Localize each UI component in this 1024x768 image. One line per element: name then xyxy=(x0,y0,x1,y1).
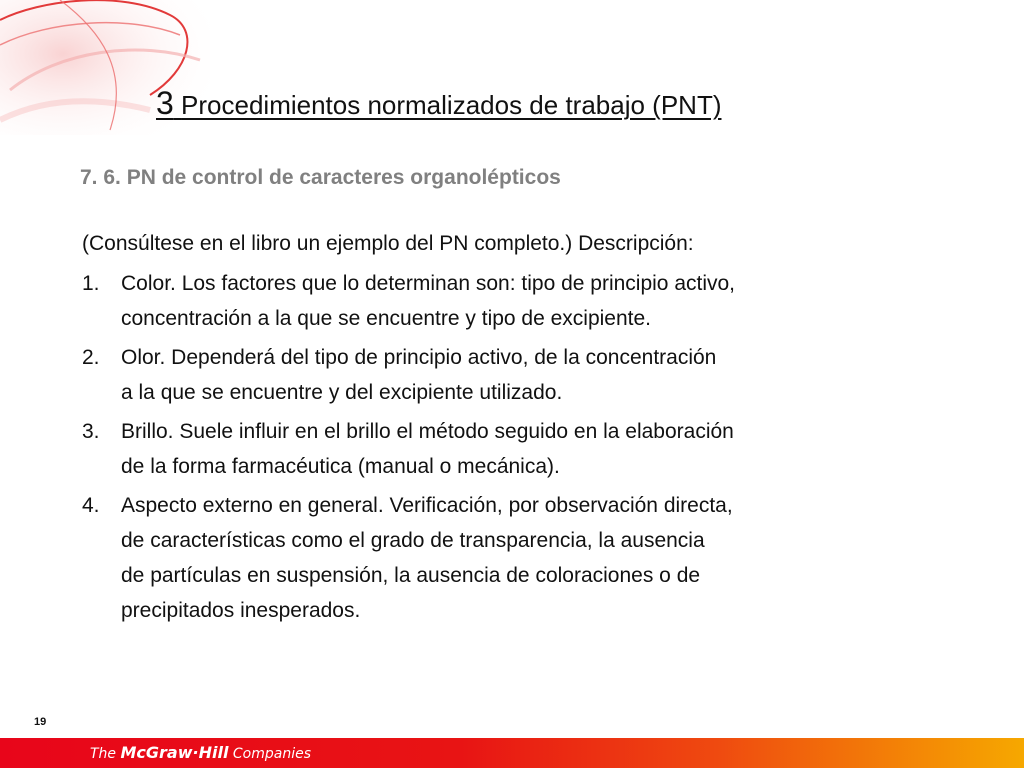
publisher-logo xyxy=(90,744,311,763)
list-item-line: de la forma farmacéutica (manual o mecánica). xyxy=(121,455,560,478)
list-item-number: 3. xyxy=(82,420,100,443)
list-item-line: a la que se encuentre y del excipiente utilizado. xyxy=(121,381,563,404)
list-item-line: Color. Los factores que lo determinan son: tipo de principio activo, xyxy=(121,272,736,295)
logo-prefix: The xyxy=(90,746,117,762)
list-item-line: de características como el grado de transparencia, la ausencia xyxy=(121,529,705,552)
list-item xyxy=(82,266,902,336)
list-item xyxy=(82,414,902,484)
logo-brand: McGraw·Hill xyxy=(120,743,229,762)
list-item-line: concentración a la que se encuentre y tipo de excipiente. xyxy=(121,307,652,330)
list-item-line: de partículas en suspensión, la ausencia de coloraciones o de xyxy=(121,564,701,587)
list-item-number: 4. xyxy=(82,494,100,517)
intro-text: (Consúltese en el libro un ejemplo del PN completo.) Descripción: xyxy=(82,232,694,255)
title-text: Procedimientos normalizados de trabajo (PNT) xyxy=(181,90,722,120)
list-item-number: 1. xyxy=(82,272,100,295)
list-item xyxy=(82,340,902,410)
list-item-number: 2. xyxy=(82,346,100,369)
slide-body xyxy=(82,226,902,632)
page-number: 19 xyxy=(34,716,47,728)
list-item-line: Brillo. Suele influir en el brillo el método seguido en la elaboración xyxy=(121,420,734,443)
slide-title xyxy=(156,86,721,122)
footer-bar xyxy=(0,738,1024,768)
logo-suffix: Companies xyxy=(232,746,312,762)
title-number: 3 xyxy=(156,85,174,121)
section-subtitle: 7. 6. PN de control de caracteres organolépticos xyxy=(80,166,561,189)
list-item xyxy=(82,488,902,628)
list-item-line: Olor. Dependerá del tipo de principio activo, de la concentración xyxy=(121,346,717,369)
list-item-line: Aspecto externo en general. Verificación, por observación directa, xyxy=(121,494,733,517)
list-item-line: precipitados inesperados. xyxy=(121,599,361,622)
